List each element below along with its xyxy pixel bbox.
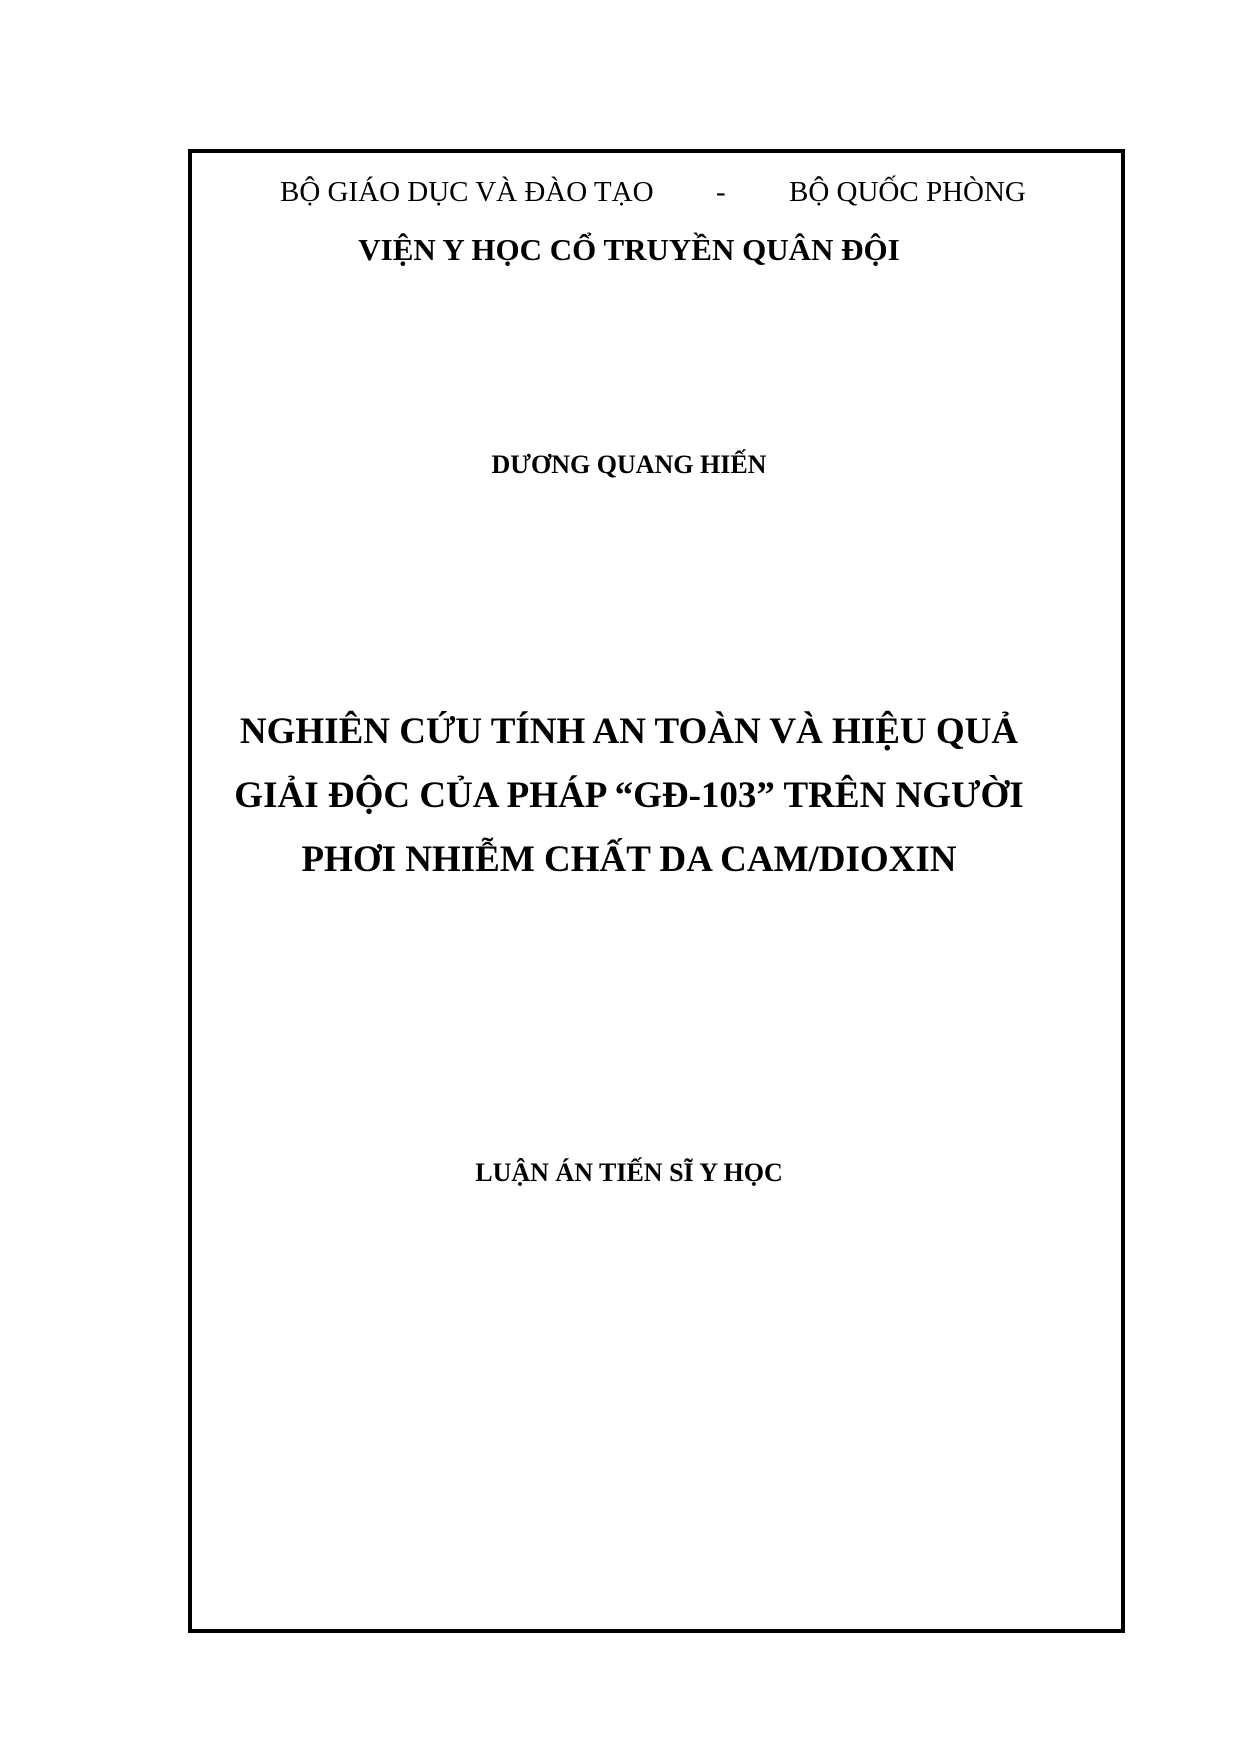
ministry-education-label: BỘ GIÁO DỤC VÀ ĐÀO TẠO [280,176,654,208]
author-name: DƯƠNG QUANG HIẾN [491,450,767,479]
thesis-title-line-1: NGHIÊN CỨU TÍNH AN TOÀN VÀ HIỆU QUẢ [239,711,1019,752]
ministry-defense-label: BỘ QUỐC PHÒNG [789,176,1026,208]
thesis-title [0,700,1240,892]
institute-name: VIỆN Y HỌC CỔ TRUYỀN QUÂN ĐỘI [358,232,900,267]
degree-label: LUẬN ÁN TIẾN SĨ Y HỌC [475,1158,783,1187]
thesis-title-line-3: PHƠI NHIỄM CHẤT DA CAM/DIOXIN [301,839,957,880]
ministry-separator: - [716,176,726,208]
thesis-title-line-2: GIẢI ĐỘC CỦA PHÁP “GĐ-103” TRÊN NGƯỜI [234,775,1024,816]
